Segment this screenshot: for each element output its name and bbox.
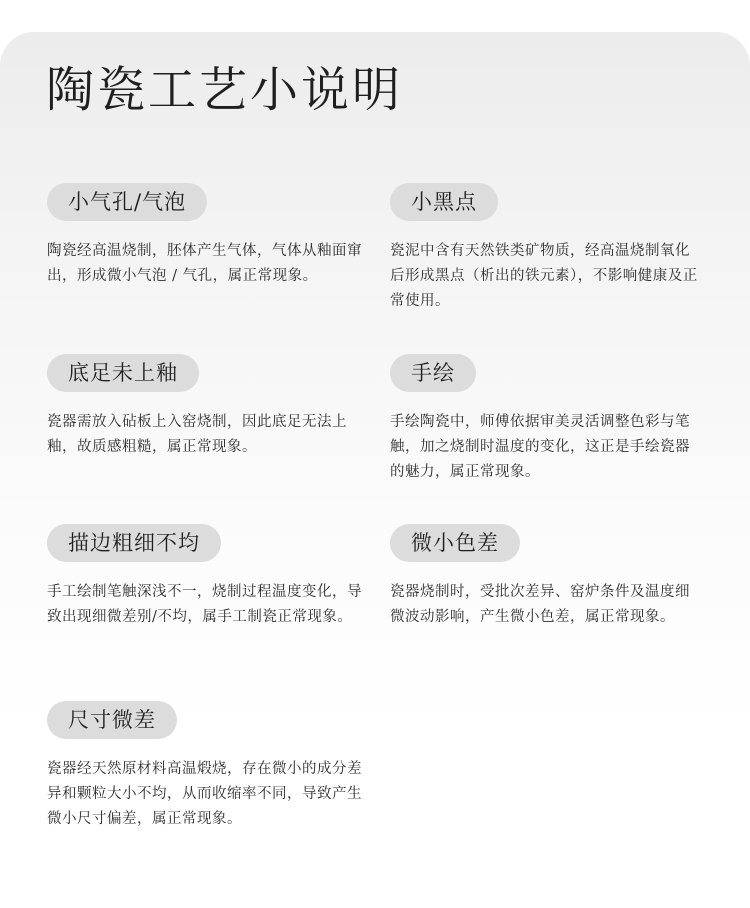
section-description: 手绘陶瓷中，师傅依据审美灵活调整色彩与笔触，加之烧制时温度的变化，这正是手绘瓷器的魅力，属正常现象。 — [390, 414, 690, 480]
page-title: 陶瓷工艺小说明 — [46, 62, 404, 118]
section-label: 小黑点 — [390, 183, 498, 221]
section-black-spots — [390, 183, 700, 314]
section-description: 瓷泥中含有天然铁类矿物质，经高温烧制氧化后形成黑点（析出的铁元素），不影响健康及正常使用。 — [390, 243, 698, 309]
section-description: 瓷器烧制时，受批次差异、窑炉条件及温度细微波动影响，产生微小色差，属正常现象。 — [390, 584, 690, 625]
section-label: 底足未上釉 — [47, 354, 199, 392]
section-hand-painted — [390, 354, 700, 485]
section-description: 瓷器经天然原材料高温煅烧，存在微小的成分差异和颗粒大小不均，从而收缩率不同，导致产生微小尺寸偏差，属正常现象。 — [47, 761, 362, 827]
section-description: 陶瓷经高温烧制，胚体产生气体，气体从釉面窜出，形成微小气泡 / 气孔，属正常现象。 — [47, 243, 362, 284]
section-color-difference — [390, 524, 700, 630]
section-label: 描边粗细不均 — [47, 524, 221, 562]
section-size-difference — [47, 701, 365, 832]
section-description: 瓷器需放入砧板上入窑烧制，因此底足无法上釉，故质感粗糙，属正常现象。 — [47, 414, 347, 455]
section-label: 手绘 — [390, 354, 476, 392]
section-uneven-outline — [47, 524, 367, 630]
section-label: 微小色差 — [390, 524, 520, 562]
section-unglazed-foot — [47, 354, 367, 460]
section-label: 尺寸微差 — [47, 701, 177, 739]
section-description: 手工绘制笔触深浅不一，烧制过程温度变化，导致出现细微差别/不均，属手工制瓷正常现象。 — [47, 584, 362, 625]
section-label: 小气孔/气泡 — [47, 183, 207, 221]
section-small-bubbles — [47, 183, 367, 289]
